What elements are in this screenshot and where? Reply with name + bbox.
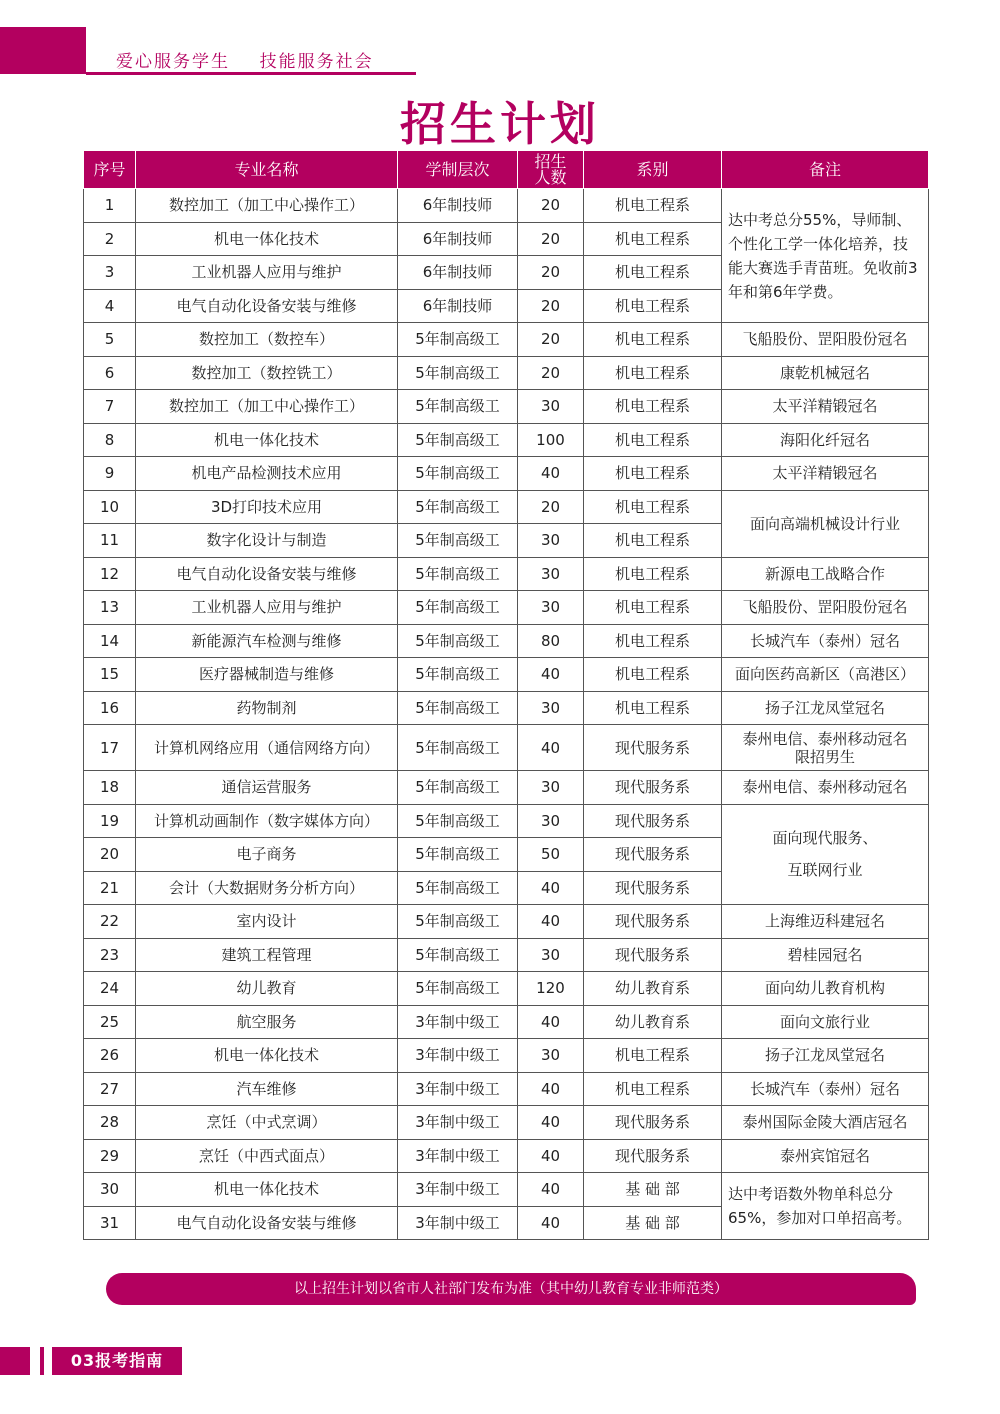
cell-dept: 机电工程系 (584, 557, 722, 591)
cell-count: 40 (518, 658, 584, 692)
cell-dept: 现代服务系 (584, 1139, 722, 1173)
cell-level: 5年制高级工 (398, 490, 518, 524)
table-row (84, 1173, 929, 1207)
cell-no: 12 (84, 557, 136, 591)
cell-major: 会计（大数据财务分析方向） (136, 871, 398, 905)
cell-major: 机电一体化技术 (136, 1173, 398, 1207)
remark-text: 飞船股份、罡阳股份冠名 (742, 598, 908, 617)
cell-level: 3年制中级工 (398, 1206, 518, 1240)
cell-remark (722, 1072, 929, 1106)
cell-level: 6年制技师 (398, 289, 518, 323)
cell-count: 20 (518, 323, 584, 357)
col-header-major: 专业名称 (136, 151, 398, 189)
remark-text: 康乾机械冠名 (779, 363, 870, 382)
cell-level: 3年制中级工 (398, 1106, 518, 1140)
cell-no: 2 (84, 222, 136, 256)
cell-dept: 机电工程系 (584, 1039, 722, 1073)
cell-level: 5年制高级工 (398, 591, 518, 625)
table-row (84, 390, 929, 424)
cell-no: 29 (84, 1139, 136, 1173)
cell-count: 30 (518, 771, 584, 805)
cell-count: 30 (518, 557, 584, 591)
cell-no: 14 (84, 624, 136, 658)
cell-count: 30 (518, 1039, 584, 1073)
cell-major: 电气自动化设备安装与维修 (136, 289, 398, 323)
cell-no: 7 (84, 390, 136, 424)
cell-level: 5年制高级工 (398, 691, 518, 725)
cell-dept: 现代服务系 (584, 804, 722, 838)
table-row (84, 1039, 929, 1073)
remark-text: 太平洋精锻冠名 (772, 397, 878, 416)
cell-no: 31 (84, 1206, 136, 1240)
cell-level: 5年制高级工 (398, 457, 518, 491)
remark-text: 泰州电信、泰州移动冠名 (742, 729, 908, 748)
cell-major: 室内设计 (136, 905, 398, 939)
cell-major: 新能源汽车检测与维修 (136, 624, 398, 658)
cell-major: 计算机网络应用（通信网络方向） (136, 725, 398, 771)
cell-no: 8 (84, 423, 136, 457)
cell-dept: 机电工程系 (584, 591, 722, 625)
cell-major: 机电一体化技术 (136, 423, 398, 457)
cell-count: 40 (518, 457, 584, 491)
cell-remark (722, 658, 929, 692)
cell-level: 5年制高级工 (398, 725, 518, 771)
cell-no: 19 (84, 804, 136, 838)
table-row (84, 557, 929, 591)
table-row (84, 356, 929, 390)
cell-dept: 现代服务系 (584, 725, 722, 771)
cell-major: 数控加工（加工中心操作工） (136, 390, 398, 424)
cell-remark (722, 1139, 929, 1173)
cell-major: 航空服务 (136, 1005, 398, 1039)
cell-major: 电子商务 (136, 838, 398, 872)
cell-dept: 机电工程系 (584, 323, 722, 357)
cell-no: 16 (84, 691, 136, 725)
table-row (84, 457, 929, 491)
remark-text: 泰州宾馆冠名 (779, 1146, 870, 1165)
remark-text: 太平洋精锻冠名 (772, 464, 878, 483)
col-header-remark: 备注 (722, 151, 929, 189)
cell-count: 40 (518, 725, 584, 771)
cell-dept: 现代服务系 (584, 871, 722, 905)
col-header-no: 序号 (84, 151, 136, 189)
cell-level: 3年制中级工 (398, 1139, 518, 1173)
cell-count: 20 (518, 189, 584, 223)
cell-no: 13 (84, 591, 136, 625)
cell-count: 30 (518, 691, 584, 725)
cell-dept: 机电工程系 (584, 490, 722, 524)
remark-text: 互联网行业 (787, 861, 863, 880)
remark-text: 扬子江龙凤堂冠名 (764, 698, 885, 717)
cell-level: 6年制技师 (398, 222, 518, 256)
cell-remark (722, 972, 929, 1006)
cell-major: 机电一体化技术 (136, 1039, 398, 1073)
cell-no: 6 (84, 356, 136, 390)
cell-major: 通信运营服务 (136, 771, 398, 805)
table-row (84, 1139, 929, 1173)
cell-no: 18 (84, 771, 136, 805)
table-row (84, 423, 929, 457)
table-row (84, 771, 929, 805)
cell-major: 数控加工（加工中心操作工） (136, 189, 398, 223)
cell-dept: 机电工程系 (584, 1072, 722, 1106)
cell-dept: 现代服务系 (584, 838, 722, 872)
page-label: 03报考指南 (52, 1347, 182, 1375)
table-row (84, 905, 929, 939)
cell-dept: 现代服务系 (584, 771, 722, 805)
cell-level: 5年制高级工 (398, 938, 518, 972)
cell-no: 15 (84, 658, 136, 692)
cell-level: 5年制高级工 (398, 323, 518, 357)
top-accent-line (86, 72, 416, 75)
col-header-count (518, 151, 584, 189)
cell-count: 120 (518, 972, 584, 1006)
remark-text: 面向幼儿教育机构 (764, 979, 885, 998)
cell-dept: 幼儿教育系 (584, 972, 722, 1006)
cell-remark (722, 1106, 929, 1140)
cell-count: 50 (518, 838, 584, 872)
table-row (84, 323, 929, 357)
cell-dept: 机电工程系 (584, 222, 722, 256)
table-row (84, 591, 929, 625)
remark-text: 飞船股份、罡阳股份冠名 (742, 330, 908, 349)
table-row (84, 691, 929, 725)
cell-remark (722, 390, 929, 424)
cell-count: 100 (518, 423, 584, 457)
cell-major: 机电一体化技术 (136, 222, 398, 256)
cell-remark (722, 905, 929, 939)
cell-dept: 机电工程系 (584, 256, 722, 290)
table-row (84, 938, 929, 972)
cell-major: 烹饪（中西式面点） (136, 1139, 398, 1173)
cell-no: 10 (84, 490, 136, 524)
cell-count: 30 (518, 804, 584, 838)
cell-no: 20 (84, 838, 136, 872)
cell-level: 3年制中级工 (398, 1072, 518, 1106)
cell-level: 5年制高级工 (398, 524, 518, 558)
cell-no: 11 (84, 524, 136, 558)
remark-text: 长城汽车（泰州）冠名 (749, 1079, 900, 1098)
cell-count: 20 (518, 256, 584, 290)
cell-remark (722, 691, 929, 725)
cell-no: 1 (84, 189, 136, 223)
cell-remark (722, 189, 929, 323)
cell-dept: 机电工程系 (584, 289, 722, 323)
remark-text: 长城汽车（泰州）冠名 (749, 631, 900, 650)
cell-remark (722, 624, 929, 658)
cell-count: 40 (518, 1206, 584, 1240)
cell-major: 烹饪（中式烹调） (136, 1106, 398, 1140)
remark-text: 碧桂园冠名 (787, 945, 863, 964)
cell-no: 26 (84, 1039, 136, 1073)
cell-count: 40 (518, 905, 584, 939)
cell-major: 幼儿教育 (136, 972, 398, 1006)
cell-major: 汽车维修 (136, 1072, 398, 1106)
cell-dept: 现代服务系 (584, 938, 722, 972)
cell-no: 28 (84, 1106, 136, 1140)
cell-dept: 机电工程系 (584, 390, 722, 424)
cell-remark (722, 591, 929, 625)
cell-remark (722, 457, 929, 491)
cell-no: 25 (84, 1005, 136, 1039)
cell-remark (722, 356, 929, 390)
table-row (84, 658, 929, 692)
table-row (84, 189, 929, 223)
remark-text: 面向文旅行业 (779, 1012, 870, 1031)
header-slogan: 爱心服务学生 技能服务社会 (116, 52, 374, 72)
cell-count: 40 (518, 1106, 584, 1140)
enrollment-table (83, 150, 929, 1240)
remark-text: 海阳化纤冠名 (779, 430, 870, 449)
cell-dept: 机电工程系 (584, 624, 722, 658)
cell-level: 3年制中级工 (398, 1039, 518, 1073)
cell-no: 27 (84, 1072, 136, 1106)
remark-text: 泰州电信、泰州移动冠名 (742, 778, 908, 797)
page-marker-block (0, 1347, 30, 1375)
footer-note-bar: 以上招生计划以省市人社部门发布为准（其中幼儿教育专业非师范类） (106, 1273, 916, 1305)
cell-count: 40 (518, 1072, 584, 1106)
page-marker-bar (40, 1347, 44, 1375)
cell-level: 3年制中级工 (398, 1173, 518, 1207)
cell-count: 20 (518, 490, 584, 524)
cell-remark (722, 557, 929, 591)
cell-dept: 机电工程系 (584, 691, 722, 725)
cell-major: 工业机器人应用与维护 (136, 591, 398, 625)
remark-text: 面向医药高新区（高港区） (734, 665, 915, 684)
table-row (84, 1106, 929, 1140)
cell-dept: 机电工程系 (584, 189, 722, 223)
cell-major: 建筑工程管理 (136, 938, 398, 972)
cell-major: 计算机动画制作（数字媒体方向） (136, 804, 398, 838)
cell-major: 数字化设计与制造 (136, 524, 398, 558)
cell-count: 40 (518, 1139, 584, 1173)
cell-count: 30 (518, 938, 584, 972)
cell-level: 5年制高级工 (398, 905, 518, 939)
cell-remark (722, 1039, 929, 1073)
cell-dept: 机电工程系 (584, 356, 722, 390)
remark-text: 面向现代服务、 (772, 829, 878, 848)
cell-count: 20 (518, 356, 584, 390)
cell-no: 3 (84, 256, 136, 290)
remark-text: 上海维迈科建冠名 (764, 912, 885, 931)
cell-level: 5年制高级工 (398, 423, 518, 457)
remark-text: 达中考语数外物单科总分65%，参加对口单招高考。 (728, 1185, 912, 1227)
cell-dept: 机电工程系 (584, 423, 722, 457)
cell-count: 30 (518, 591, 584, 625)
table-row (84, 804, 929, 838)
col-header-count-bottom: 人数 (534, 167, 567, 187)
cell-major: 药物制剂 (136, 691, 398, 725)
cell-no: 21 (84, 871, 136, 905)
cell-remark (722, 804, 929, 905)
cell-count: 30 (518, 524, 584, 558)
cell-dept: 机电工程系 (584, 658, 722, 692)
cell-remark (722, 938, 929, 972)
cell-level: 5年制高级工 (398, 972, 518, 1006)
cell-major: 电气自动化设备安装与维修 (136, 1206, 398, 1240)
table-row (84, 624, 929, 658)
table-row (84, 1072, 929, 1106)
cell-count: 80 (518, 624, 584, 658)
col-header-level: 学制层次 (398, 151, 518, 189)
cell-major: 数控加工（数控车） (136, 323, 398, 357)
table-row (84, 490, 929, 524)
cell-remark (722, 423, 929, 457)
page-title: 招生计划 (400, 97, 600, 151)
remark-text: 扬子江龙凤堂冠名 (764, 1046, 885, 1065)
table-row (84, 725, 929, 771)
remark-text: 限招男生 (794, 747, 855, 766)
cell-level: 5年制高级工 (398, 557, 518, 591)
cell-remark (722, 323, 929, 357)
cell-remark (722, 490, 929, 557)
remark-text: 新源电工战略合作 (764, 564, 885, 583)
cell-major: 电气自动化设备安装与维修 (136, 557, 398, 591)
cell-no: 22 (84, 905, 136, 939)
cell-major: 机电产品检测技术应用 (136, 457, 398, 491)
cell-dept: 基 础 部 (584, 1173, 722, 1207)
cell-level: 6年制技师 (398, 256, 518, 290)
cell-major: 工业机器人应用与维护 (136, 256, 398, 290)
cell-no: 17 (84, 725, 136, 771)
cell-dept: 现代服务系 (584, 905, 722, 939)
cell-level: 5年制高级工 (398, 658, 518, 692)
cell-remark (722, 1005, 929, 1039)
cell-count: 20 (518, 289, 584, 323)
cell-count: 40 (518, 871, 584, 905)
cell-level: 5年制高级工 (398, 838, 518, 872)
remark-text: 泰州国际金陵大酒店冠名 (742, 1113, 908, 1132)
cell-level: 3年制中级工 (398, 1005, 518, 1039)
cell-level: 5年制高级工 (398, 390, 518, 424)
cell-dept: 机电工程系 (584, 457, 722, 491)
col-header-count-top: 招生 (534, 151, 567, 171)
cell-no: 5 (84, 323, 136, 357)
table-header-row (84, 151, 929, 189)
top-accent-block (0, 27, 86, 74)
table-row (84, 972, 929, 1006)
remark-text: 面向高端机械设计行业 (749, 514, 900, 533)
cell-no: 4 (84, 289, 136, 323)
cell-remark (722, 771, 929, 805)
cell-remark (722, 725, 929, 771)
cell-remark (722, 1173, 929, 1240)
cell-major: 3D打印技术应用 (136, 490, 398, 524)
cell-count: 30 (518, 390, 584, 424)
cell-level: 5年制高级工 (398, 624, 518, 658)
cell-count: 40 (518, 1005, 584, 1039)
cell-level: 5年制高级工 (398, 871, 518, 905)
cell-dept: 机电工程系 (584, 524, 722, 558)
cell-level: 5年制高级工 (398, 804, 518, 838)
cell-dept: 幼儿教育系 (584, 1005, 722, 1039)
cell-no: 9 (84, 457, 136, 491)
cell-dept: 基 础 部 (584, 1206, 722, 1240)
cell-level: 5年制高级工 (398, 771, 518, 805)
cell-dept: 现代服务系 (584, 1106, 722, 1140)
cell-no: 23 (84, 938, 136, 972)
cell-level: 5年制高级工 (398, 356, 518, 390)
cell-no: 30 (84, 1173, 136, 1207)
table-row (84, 1005, 929, 1039)
cell-level: 6年制技师 (398, 189, 518, 223)
cell-major: 医疗器械制造与维修 (136, 658, 398, 692)
cell-count: 20 (518, 222, 584, 256)
remark-text: 达中考总分55%，导师制、个性化工学一体化培养，技能大赛选手青苗班。免收前3年和第6年学费。 (728, 210, 918, 301)
cell-no: 24 (84, 972, 136, 1006)
cell-count: 40 (518, 1173, 584, 1207)
cell-major: 数控加工（数控铣工） (136, 356, 398, 390)
col-header-dept: 系别 (584, 151, 722, 189)
